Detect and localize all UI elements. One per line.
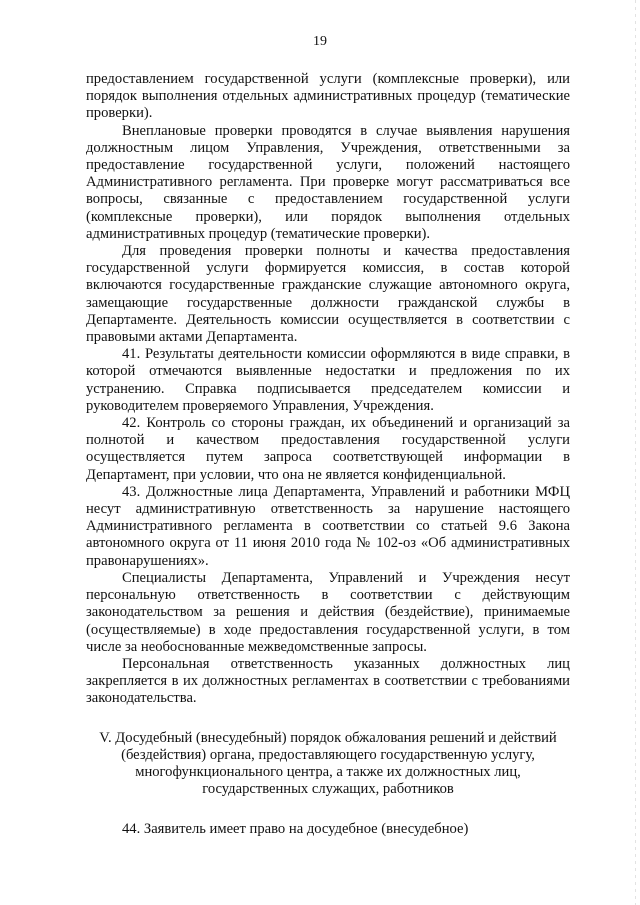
scan-edge-artifact bbox=[635, 0, 636, 905]
paragraph-continuation: предоставлением государственной услуги (комплексные проверки), или порядок выполнения отдельных административных процедур (тематические проверки). bbox=[86, 71, 570, 122]
section-heading: V. Досудебный (внесудебный) порядок обжалования решений и действий (бездействия) органа, предоставляющего государственную услугу, многофункционального центра, а также их должностных лиц, государственных служащих, работников bbox=[99, 729, 557, 798]
page-number: 19 bbox=[313, 34, 327, 49]
paragraph-43: 43. Должностные лица Департамента, Управлений и работники МФЦ несут административную ответственность за нарушение настоящего Административного регламента в соответствии со статьей 9.6 Закона автономного округа от 11 июня 2010 года № 102-оз «Об административных правонарушениях». bbox=[86, 483, 570, 569]
paragraph-44: 44. Заявитель имеет право на досудебное (внесудебное) bbox=[122, 821, 469, 838]
paragraph-personal-responsibility: Персональная ответственность указанных должностных лиц закрепляется в их должностных регламентах в соответствии с требованиями законодательства. bbox=[86, 655, 570, 707]
paragraph-41: 41. Результаты деятельности комиссии оформляются в виде справки, в которой отмечаются выявленные недостатки и предложения по их устранению. Справка подписывается председателем комиссии и руководителем проверяемого Управления, Учреждения. bbox=[86, 346, 570, 414]
paragraph-specialists: Специалисты Департамента, Управлений и Учреждения несут персональную ответственность в соответствии с действующим законодательством за решения и действия (бездействие), принимаемые (осуществляемые) в ходе предоставления государственной услуги, в том числе за необоснованные межведомственные запросы. bbox=[86, 569, 570, 655]
paragraph-unscheduled-checks: Внеплановые проверки проводятся в случае выявления нарушения должностным лицом Управления, Учреждения, ответственными за предоставление государственной услуги, положений настоящего Административного регламента. При проверке могут рассматриваться все вопросы, связанные с предоставлением государственной услуги (комплексные проверки), или порядок выполнения отдельных административных процедур (тематические проверки). bbox=[86, 122, 570, 242]
paragraph-42: 42. Контроль со стороны граждан, их объединений и организаций за полнотой и качеством предоставления государственной услуги осуществляется путем запроса соответствующей информации в Департамент, при условии, что она не является конфиденциальной. bbox=[86, 415, 570, 483]
paragraph-commission: Для проведения проверки полноты и качества предоставления государственной услуги формируется комиссия, в состав которой включаются государственные гражданские служащие автономного округа, замещающие государственные должности гражданской службы в Департаменте. Деятельность комиссии осуществляется в соответствии с правовыми актами Департамента. bbox=[86, 243, 570, 346]
document-body bbox=[86, 71, 570, 839]
